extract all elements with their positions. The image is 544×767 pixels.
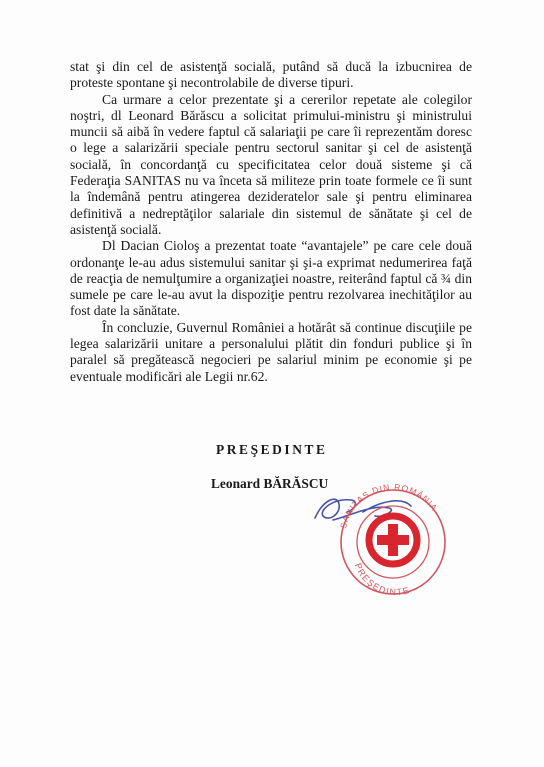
- red-cross-icon: [369, 516, 417, 564]
- stamp-text-bottom: PREŞEDINTE: [352, 561, 412, 598]
- paragraph-3: Dl Dacian Cioloş a prezentat toate “avantajele” pe care cele două ordonanţe le-au adus sistemului sanitar şi şi-a exprimat nedumerirea faţă de reacţia de nemulţumire a organizaţiei noastre, reiterând faptul că ¾ din sumele pe care le-au avut la dispoziţie pentru rezolvarea inechităţilor au fost date la sănătate.: [70, 238, 472, 319]
- paragraph-4: În concluzie, Guvernul României a hotărât să continue discuţiile pe legea salarizării unitare a personalului plătit din fonduri publice şi în paralel să pregătească negocieri pe salariul minim pe economie şi pe eventuale modificări ale Legii nr.62.: [70, 319, 472, 384]
- paragraph-1: stat şi din cel de asistenţă socială, putând să ducă la izbucnirea de proteste spontane şi necontrolabile de diverse tipuri.: [70, 59, 472, 91]
- signature-title: PREŞEDINTE: [216, 442, 328, 457]
- signature-and-stamp: [293, 476, 469, 598]
- letter-body: [70, 59, 472, 385]
- stamp-text-top: SANITAS DIN ROMÂNIA: [337, 481, 440, 530]
- paragraph-2: Ca urmare a celor prezentate şi a cererilor repetate ale colegilor noştri, dl Leonard Bărăscu a solicitat primului-ministru şi ministrului muncii să aibă în vedere faptul că salariaţii pe care îi reprezentăm doresc o lege a salarizării speciale pentru sectorul sanitar şi cel de asistenţă socială, în concordanţă cu specificitatea celor două sisteme şi că Federaţia SANITAS nu va înceta să militeze prin toate formele ce îi sunt la îndemână pentru atingerea dezideratelor sale şi pentru eliminarea definitivă a nedreptăţilor salariale din sistemul de sănătate şi cel de asistenţă socială.: [70, 91, 472, 237]
- signer-name: Leonard BĂRĂSCU: [211, 476, 329, 491]
